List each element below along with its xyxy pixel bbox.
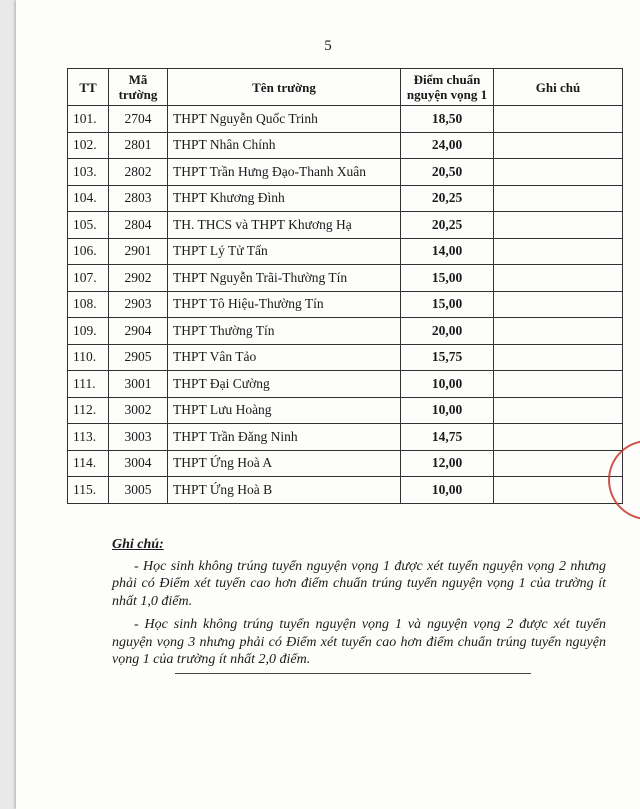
table-row: [68, 397, 623, 424]
cell-score: 10,00: [401, 477, 494, 504]
cell-note: [494, 450, 623, 477]
cell-tt: 102.: [68, 132, 109, 159]
cell-tt: 110.: [68, 344, 109, 371]
cell-school-code: 2901: [109, 238, 168, 265]
cell-school-name: THPT Vân Tảo: [168, 344, 401, 371]
cell-school-code: 3003: [109, 424, 168, 451]
cell-school-code: 3001: [109, 371, 168, 398]
cell-score: 20,25: [401, 185, 494, 212]
cell-tt: 104.: [68, 185, 109, 212]
cell-note: [494, 344, 623, 371]
cell-tt: 114.: [68, 450, 109, 477]
table-row: [68, 106, 623, 133]
cell-score: 10,00: [401, 371, 494, 398]
cell-tt: 115.: [68, 477, 109, 504]
cell-score: 15,00: [401, 291, 494, 318]
cell-school-name: THPT Trần Đăng Ninh: [168, 424, 401, 451]
cell-school-name: THPT Ứng Hoà A: [168, 450, 401, 477]
cell-score: 15,00: [401, 265, 494, 292]
cell-tt: 108.: [68, 291, 109, 318]
header-note: Ghi chú: [494, 69, 623, 106]
cell-note: [494, 291, 623, 318]
header-school-code: Mã trường: [109, 69, 168, 106]
cell-school-code: 2905: [109, 344, 168, 371]
cell-school-name: TH. THCS và THPT Khương Hạ: [168, 212, 401, 239]
table-row: [68, 238, 623, 265]
cell-tt: 113.: [68, 424, 109, 451]
table-row: [68, 318, 623, 345]
cell-school-name: THPT Nguyễn Trãi-Thường Tín: [168, 265, 401, 292]
cell-tt: 107.: [68, 265, 109, 292]
admission-score-table: [67, 68, 623, 504]
cell-tt: 109.: [68, 318, 109, 345]
table-row: [68, 185, 623, 212]
cell-school-name: THPT Trần Hưng Đạo-Thanh Xuân: [168, 159, 401, 186]
table-row: [68, 291, 623, 318]
notes-section: [112, 536, 606, 675]
cell-score: 20,50: [401, 159, 494, 186]
table-header-row: [68, 69, 623, 106]
cell-score: 15,75: [401, 344, 494, 371]
header-school-name: Tên trường: [168, 69, 401, 106]
cell-note: [494, 238, 623, 265]
cell-school-name: THPT Lý Tử Tấn: [168, 238, 401, 265]
cell-note: [494, 185, 623, 212]
cell-school-code: 3005: [109, 477, 168, 504]
cell-score: 14,00: [401, 238, 494, 265]
cell-tt: 101.: [68, 106, 109, 133]
cell-school-code: 2902: [109, 265, 168, 292]
cell-note: [494, 159, 623, 186]
cell-score: 14,75: [401, 424, 494, 451]
header-tt: TT: [68, 69, 109, 106]
cell-note: [494, 477, 623, 504]
table-row: [68, 344, 623, 371]
table-row: [68, 450, 623, 477]
cell-school-code: 3004: [109, 450, 168, 477]
cell-score: 18,50: [401, 106, 494, 133]
cell-school-name: THPT Đại Cường: [168, 371, 401, 398]
cell-tt: 106.: [68, 238, 109, 265]
cell-school-code: 2803: [109, 185, 168, 212]
document-page: [16, 0, 640, 809]
cell-school-code: 2903: [109, 291, 168, 318]
cell-tt: 111.: [68, 371, 109, 398]
cell-note: [494, 132, 623, 159]
table-row: [68, 265, 623, 292]
cell-score: 20,00: [401, 318, 494, 345]
cell-note: [494, 318, 623, 345]
note-paragraph: - Học sinh không trúng tuyển nguyện vọng 1 được xét tuyển nguyện vọng 2 nhưng phải có Điểm xét tuyển cao hơn điểm chuẩn trúng tuyển nguyện vọng 1 của trường ít nhất 1,0 điểm.: [112, 558, 606, 609]
cell-school-name: THPT Ứng Hoà B: [168, 477, 401, 504]
note-paragraph: - Học sinh không trúng tuyển nguyện vọng 1 và nguyện vọng 2 được xét tuyển nguyện vọng 3 nhưng phải có Điểm xét tuyển cao hơn điểm chuẩn trúng tuyển nguyện vọng 1 của trường ít nhất 2,0 điểm.: [112, 617, 606, 667]
cell-school-code: 3002: [109, 397, 168, 424]
cell-note: [494, 424, 623, 451]
cell-school-code: 2904: [109, 318, 168, 345]
cell-school-code: 2802: [109, 159, 168, 186]
table-row: [68, 371, 623, 398]
cell-score: 10,00: [401, 397, 494, 424]
cell-tt: 112.: [68, 397, 109, 424]
table-row: [68, 424, 623, 451]
cell-school-name: THPT Khương Đình: [168, 185, 401, 212]
cell-school-name: THPT Nhân Chính: [168, 132, 401, 159]
cell-school-name: THPT Lưu Hoàng: [168, 397, 401, 424]
cell-score: 24,00: [401, 132, 494, 159]
cell-school-code: 2804: [109, 212, 168, 239]
cell-school-code: 2801: [109, 132, 168, 159]
cell-note: [494, 212, 623, 239]
cell-score: 20,25: [401, 212, 494, 239]
cell-note: [494, 371, 623, 398]
header-score: Điểm chuẩn nguyện vọng 1: [401, 69, 494, 106]
table-row: [68, 132, 623, 159]
cell-school-name: THPT Tô Hiệu-Thường Tín: [168, 291, 401, 318]
cell-note: [494, 106, 623, 133]
cell-note: [494, 265, 623, 292]
table-row: [68, 159, 623, 186]
closing-divider: [175, 673, 531, 674]
cell-tt: 103.: [68, 159, 109, 186]
cell-school-name: THPT Nguyễn Quốc Trinh: [168, 106, 401, 133]
page-number: 5: [324, 38, 332, 54]
cell-note: [494, 397, 623, 424]
table-row: [68, 477, 623, 504]
cell-school-name: THPT Thường Tín: [168, 318, 401, 345]
table-row: [68, 212, 623, 239]
cell-score: 12,00: [401, 450, 494, 477]
notes-title: Ghi chú:: [112, 537, 164, 552]
cell-tt: 105.: [68, 212, 109, 239]
cell-school-code: 2704: [109, 106, 168, 133]
